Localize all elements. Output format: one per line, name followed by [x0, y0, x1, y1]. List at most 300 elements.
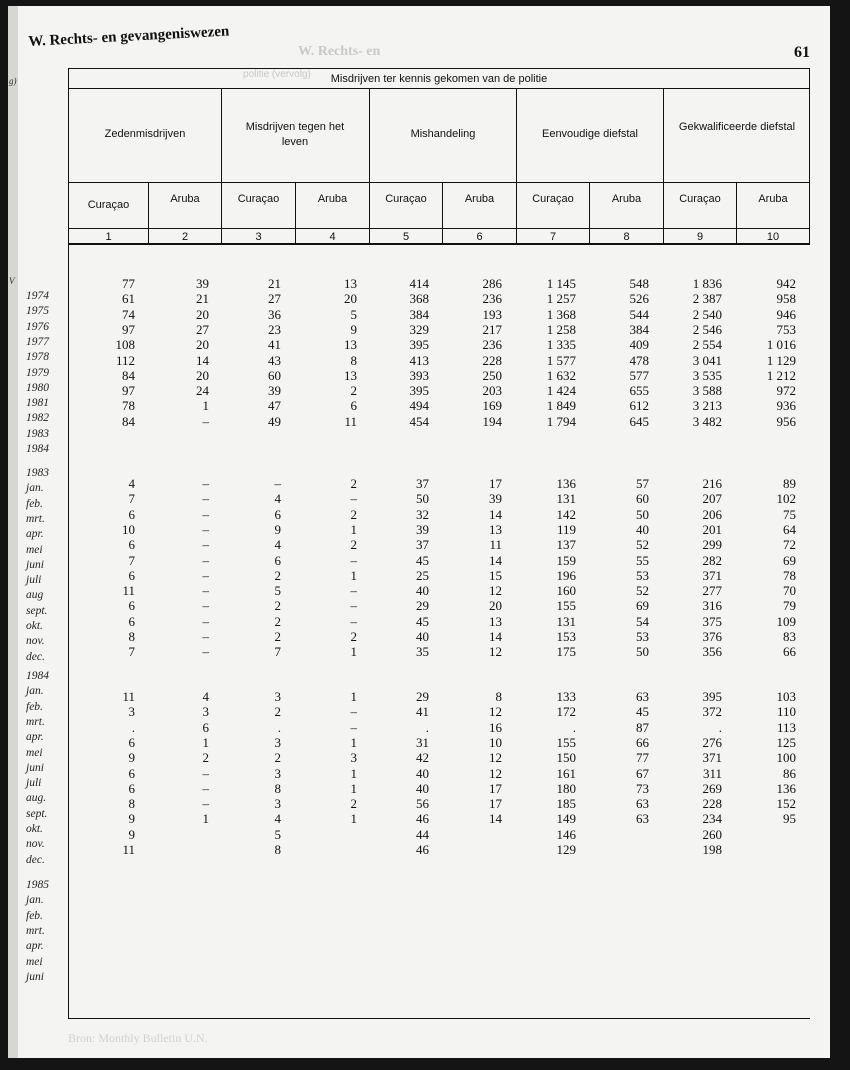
table-cell: 6 — [274, 506, 281, 522]
table-cell: 69 — [783, 552, 796, 568]
table-cell: 56 — [416, 796, 429, 812]
table-cell: 6 — [202, 719, 209, 735]
table-cell: . — [425, 719, 429, 735]
table-cell: 1 849 — [546, 398, 576, 414]
table-cell: 1 145 — [546, 276, 576, 291]
table-cell: 4 — [274, 491, 281, 507]
table-cell: 6 — [350, 398, 357, 414]
column-number: 5 — [402, 231, 410, 243]
table-cell: 9 — [350, 321, 357, 337]
table-cell: 14 — [196, 352, 209, 368]
table-cell: 958 — [776, 291, 796, 307]
table-cell: 409 — [629, 337, 649, 353]
table-cell: 9 — [128, 750, 135, 766]
page-title: W. Rechts- en gevangeniswezen — [28, 23, 230, 50]
sub-header: Aruba — [170, 193, 200, 205]
table-cell: 45 — [416, 613, 429, 629]
table-cell: 136 — [776, 780, 796, 796]
row-label: 1980 — [26, 381, 49, 394]
table-cell: 4 — [274, 811, 281, 827]
table-cell: 2 — [350, 506, 357, 522]
table-cell: 3 — [350, 750, 357, 766]
table-cell: 63 — [636, 811, 649, 827]
table-cell: 2 540 — [692, 306, 722, 322]
table-cell: 282 — [702, 552, 722, 568]
table-cell: 544 — [629, 306, 649, 322]
table-cell: 286 — [482, 276, 502, 291]
table-cell: – — [350, 491, 357, 507]
table-cell: 10 — [489, 734, 502, 750]
table-cell: 112 — [115, 352, 135, 368]
table-cell: 236 — [482, 337, 502, 353]
table-cell: 193 — [482, 306, 502, 322]
table-cell: 36 — [268, 306, 281, 322]
table-cell: 37 — [416, 537, 429, 553]
row-label: 1984 — [26, 443, 49, 455]
table-cell: 1 212 — [766, 367, 796, 383]
table-cell: 97 — [122, 383, 135, 399]
table-cell: – — [202, 598, 209, 614]
table-cell: 655 — [629, 383, 649, 399]
table-cell: 49 — [268, 413, 281, 429]
table-cell: – — [350, 583, 357, 599]
table-cell: – — [202, 644, 209, 660]
table-cell: 89 — [783, 476, 796, 491]
table-right-rule — [809, 68, 810, 243]
group-header: Misdrijven tegen het leven — [245, 121, 345, 148]
table-cell: 131 — [556, 613, 576, 629]
table-cell: – — [202, 506, 209, 522]
column-number: 4 — [329, 231, 336, 243]
table-cell: 17 — [489, 476, 502, 491]
table-cell: 14 — [489, 506, 502, 522]
table-cell: 161 — [556, 765, 576, 781]
table-cell: 395 — [702, 689, 722, 704]
table-cell: 155 — [556, 598, 576, 614]
table-cell: 612 — [629, 398, 649, 414]
table-cell: 23 — [268, 321, 281, 337]
table-cell: – — [202, 780, 209, 796]
column-number: 7 — [549, 231, 557, 243]
table-cell: 29 — [416, 689, 429, 704]
table-cell: – — [202, 521, 209, 537]
table-cell: 12 — [489, 644, 502, 660]
table-cell: 384 — [409, 306, 429, 322]
row-label: 1983 — [26, 427, 49, 440]
table-cell: 40 — [416, 629, 429, 644]
table-cell: 6 — [128, 765, 135, 781]
table-cell: 17 — [489, 796, 502, 812]
row-label: 1982 — [26, 412, 49, 425]
row-label: jan. — [26, 894, 44, 907]
table-cell: 371 — [702, 750, 722, 766]
table-cell: 67 — [636, 765, 649, 781]
table-cell: 16 — [489, 719, 502, 735]
table-cell: – — [202, 413, 209, 429]
table-cell: 180 — [556, 780, 576, 796]
table-cell: 12 — [489, 583, 502, 599]
table-cell: 77 — [122, 276, 135, 291]
table-cell: 956 — [776, 413, 796, 429]
table-bottom-rule — [68, 1018, 810, 1019]
table-cell: 20 — [489, 598, 502, 614]
table-cell: 8 — [495, 689, 502, 704]
row-label: juni — [26, 761, 44, 774]
table-cell: 64 — [783, 521, 796, 537]
row-label: 1984 — [26, 670, 49, 682]
column-number: 1 — [105, 231, 112, 243]
table-cell: 9 — [274, 521, 281, 537]
row-label: okt. — [26, 823, 43, 835]
table-cell: 27 — [196, 321, 209, 337]
table-cell: 86 — [783, 765, 796, 781]
table-cell: – — [202, 537, 209, 553]
table-cell: 6 — [128, 506, 135, 522]
table-cell: 31 — [416, 734, 429, 750]
table-cell: 1 — [350, 644, 357, 660]
table-cell: 1 — [202, 811, 209, 827]
table-cell: 1 632 — [546, 367, 576, 383]
table-cell: 7 — [128, 491, 135, 507]
table-cell: – — [202, 629, 209, 644]
table-cell: 53 — [636, 567, 649, 583]
table-cell: 2 — [274, 629, 281, 644]
table-cell: 46 — [416, 842, 429, 857]
table-cell: 103 — [776, 689, 796, 704]
table-cell: 9 — [128, 811, 135, 827]
table-cell: 260 — [702, 826, 722, 842]
row-label: 1983 — [26, 467, 49, 479]
column-number: 3 — [255, 231, 262, 243]
group-header: Gekwalificeerde diefstal — [678, 121, 796, 133]
table-cell: 69 — [636, 598, 649, 614]
group-header: Mishandeling — [410, 128, 476, 140]
table-cell: 250 — [482, 367, 502, 383]
table-cell: 20 — [344, 291, 357, 307]
sub-header: Aruba — [758, 193, 788, 205]
table-cell: 109 — [776, 613, 796, 629]
table-cell: 316 — [702, 598, 722, 614]
table-cell: – — [350, 719, 357, 735]
table-cell: 6 — [128, 613, 135, 629]
row-label: 1981 — [26, 397, 49, 410]
table-cell: 32 — [416, 506, 429, 522]
table-cell: 1 016 — [766, 337, 796, 353]
row-label: apr. — [26, 731, 44, 744]
edge-mark: g) — [9, 76, 17, 86]
table-cell: 50 — [636, 644, 649, 660]
table-cell: 17 — [489, 780, 502, 796]
table-cell: 153 — [556, 629, 576, 644]
row-label: juni — [26, 970, 44, 983]
row-label: dec. — [26, 853, 45, 866]
table-cell: 7 — [128, 552, 135, 568]
table-cell: 1 794 — [546, 413, 576, 429]
table-cell: 395 — [409, 337, 429, 353]
table-cell: 77 — [636, 750, 649, 766]
row-label: 1975 — [26, 305, 49, 318]
row-label: 1979 — [26, 366, 49, 379]
table-cell: 29 — [416, 598, 429, 614]
table-cell: 11 — [122, 842, 135, 857]
table-cell: 217 — [482, 321, 502, 337]
table-cell: 1 — [350, 734, 357, 750]
row-label: aug. — [26, 792, 47, 805]
table-cell: 66 — [636, 734, 649, 750]
table-cell: 2 — [350, 476, 357, 491]
table-cell: 142 — [556, 506, 576, 522]
table-cell: 2 — [274, 704, 281, 720]
table-cell: 413 — [409, 352, 429, 368]
table-cell: 3 — [274, 689, 281, 704]
table-cell: 4 — [274, 537, 281, 553]
table-cell: 1 257 — [546, 291, 576, 307]
table-cell: 3 — [202, 704, 209, 720]
edge-mark: V — [9, 276, 15, 286]
table-cell: – — [202, 491, 209, 507]
table-cell: 14 — [489, 629, 502, 644]
table-cell: 1 — [350, 521, 357, 537]
table-cell: 63 — [636, 796, 649, 812]
group-header-rule — [68, 182, 810, 183]
table-cell: 384 — [629, 321, 649, 337]
table-cell: 942 — [776, 276, 796, 291]
table-cell: 84 — [122, 413, 135, 429]
table-cell: 2 546 — [692, 321, 722, 337]
table-cell: 175 — [556, 644, 576, 660]
super-header-rule — [68, 88, 810, 89]
row-label: sept. — [26, 604, 48, 617]
table-cell: 13 — [344, 337, 357, 353]
row-label: juli — [26, 574, 42, 587]
table-cell: 201 — [702, 521, 722, 537]
table-cell: 1 129 — [766, 352, 796, 368]
table-cell: 3 041 — [692, 352, 722, 368]
table-cell: 15 — [489, 567, 502, 583]
table-cell: 6 — [128, 734, 135, 750]
table-cell: 72 — [783, 537, 796, 553]
row-label: mei — [26, 746, 43, 759]
table-cell: 155 — [556, 734, 576, 750]
table-cell: 2 387 — [692, 291, 722, 307]
table-cell: 3 — [128, 704, 135, 720]
table-cell: 78 — [122, 398, 135, 414]
table-cell: 2 — [350, 537, 357, 553]
row-label: juli — [26, 777, 42, 790]
row-label: nov. — [26, 838, 45, 851]
table-cell: 39 — [489, 491, 502, 507]
row-label: 1978 — [26, 351, 49, 364]
table-cell: 478 — [629, 352, 649, 368]
table-cell: 6 — [128, 598, 135, 614]
table-cell: 40 — [416, 765, 429, 781]
table-cell: 277 — [702, 583, 722, 599]
table-cell: 375 — [702, 613, 722, 629]
table-cell: 53 — [636, 629, 649, 644]
table-cell: 27 — [268, 291, 281, 307]
table-cell: 113 — [776, 719, 796, 735]
table-cell: 936 — [776, 398, 796, 414]
table-cell: 972 — [776, 383, 796, 399]
table-cell: 577 — [629, 367, 649, 383]
table-cell: 131 — [556, 491, 576, 507]
table-cell: 11 — [344, 413, 357, 429]
table-cell: 21 — [196, 291, 209, 307]
table-cell: 79 — [783, 598, 796, 614]
table-cell: – — [350, 613, 357, 629]
row-label: dec. — [26, 650, 45, 663]
table-cell: 1 — [202, 734, 209, 750]
table-cell: 7 — [274, 644, 281, 660]
table-cell: 198 — [702, 842, 722, 857]
sub-header-rule — [68, 228, 810, 229]
table-cell: 2 — [274, 750, 281, 766]
group-divider — [369, 88, 370, 243]
table-cell: 234 — [702, 811, 722, 827]
table-cell: 39 — [196, 276, 209, 291]
row-label: jan. — [26, 685, 44, 698]
table-cell: 40 — [416, 583, 429, 599]
table-cell: 207 — [702, 491, 722, 507]
row-label: mrt. — [26, 512, 45, 525]
table-cell: 276 — [702, 734, 722, 750]
table-cell: – — [202, 765, 209, 781]
table-cell: 645 — [629, 413, 649, 429]
sub-header: Curaçao — [385, 193, 427, 205]
column-number-rule — [68, 243, 810, 245]
table-cell: 6 — [274, 552, 281, 568]
table-cell: 2 — [350, 796, 357, 812]
super-header: Misdrijven ter kennis gekomen van de politie — [330, 73, 548, 85]
table-cell: 52 — [636, 583, 649, 599]
bleed-through-subtitle: politie (vervolg) — [243, 69, 311, 80]
table-cell: 39 — [416, 521, 429, 537]
table-cell: 1 258 — [546, 321, 576, 337]
column-number: 9 — [696, 231, 704, 243]
table-cell: 25 — [416, 567, 429, 583]
table-cell: 146 — [556, 826, 576, 842]
table-cell: 46 — [416, 811, 429, 827]
table-cell: 20 — [196, 337, 209, 353]
table-cell: 45 — [416, 552, 429, 568]
row-label: 1985 — [26, 879, 49, 891]
column-number: 2 — [181, 231, 189, 243]
table-cell: 35 — [416, 644, 429, 660]
table-cell: 172 — [556, 704, 576, 720]
table-cell: 129 — [556, 842, 576, 857]
page-number: 61 — [794, 44, 810, 61]
bleed-through-footer: Bron: Monthly Bulletin U.N. — [68, 1031, 208, 1045]
table-cell: – — [202, 613, 209, 629]
row-label: apr. — [26, 528, 44, 541]
table-cell: 9 — [128, 826, 135, 842]
table-cell: 3 — [274, 765, 281, 781]
sub-header: Curaçao — [532, 193, 574, 205]
table-cell: 6 — [128, 537, 135, 553]
column-number: 8 — [623, 231, 630, 243]
column-number: 10 — [766, 231, 780, 243]
table-cell: 2 — [350, 629, 357, 644]
table-cell: 169 — [482, 398, 502, 414]
table-cell: 63 — [636, 689, 649, 704]
table-cell: 3 482 — [692, 413, 722, 429]
table-cell: 37 — [416, 476, 429, 491]
sub-header: Curaçao — [237, 193, 280, 205]
table-cell: 494 — [409, 398, 429, 414]
row-label: feb. — [26, 909, 43, 922]
row-label: feb. — [26, 700, 43, 713]
table-cell: 70 — [783, 583, 796, 599]
table-cell: 75 — [783, 506, 796, 522]
table-cell: . — [572, 719, 576, 735]
table-cell: 54 — [636, 613, 649, 629]
row-label: apr. — [26, 940, 44, 953]
table-cell: 14 — [489, 811, 502, 827]
table-cell: 20 — [196, 306, 209, 322]
table-cell: – — [350, 704, 357, 720]
table-cell: 1 836 — [692, 276, 722, 291]
table-cell: 12 — [489, 750, 502, 766]
table-cell: 12 — [489, 704, 502, 720]
group-divider — [663, 88, 664, 243]
table-cell: 1 — [350, 811, 357, 827]
table-cell: 3 588 — [692, 383, 722, 399]
row-label: mrt. — [26, 924, 45, 937]
table-cell: 160 — [556, 583, 576, 599]
table-cell: 1 368 — [546, 306, 576, 322]
table-cell: 40 — [416, 780, 429, 796]
table-top-rule — [68, 68, 810, 69]
table-cell: 2 554 — [692, 337, 722, 353]
table-cell: 1 — [350, 567, 357, 583]
table-cell: 42 — [416, 750, 429, 766]
table-cell: 39 — [268, 383, 281, 399]
table-cell: 13 — [489, 521, 502, 537]
table-cell: – — [202, 476, 209, 491]
table-cell: 108 — [115, 337, 135, 353]
table-cell: 8 — [128, 629, 135, 644]
group-divider — [221, 88, 222, 243]
table-cell: 152 — [776, 796, 796, 812]
table-cell: 24 — [196, 383, 209, 399]
table-cell: 43 — [268, 352, 281, 368]
table-cell: 228 — [482, 352, 502, 368]
table-cell: 414 — [409, 276, 429, 291]
table-cell: 8 — [350, 352, 357, 368]
table-cell: 2 — [274, 613, 281, 629]
table-cell: – — [274, 476, 281, 491]
table-cell: 60 — [636, 491, 649, 507]
row-label: aug — [26, 589, 44, 602]
table-cell: – — [202, 552, 209, 568]
table-cell: 11 — [122, 583, 135, 599]
table-cell: 61 — [122, 291, 135, 307]
table-cell: 40 — [636, 521, 649, 537]
row-label: sept. — [26, 807, 48, 820]
row-label: feb. — [26, 497, 43, 510]
table-cell: – — [350, 552, 357, 568]
sub-header: Curaçao — [679, 193, 721, 205]
table-cell: 11 — [122, 689, 135, 704]
table-cell: 8 — [274, 842, 281, 857]
table-cell: 136 — [556, 476, 576, 491]
table-cell: 216 — [702, 476, 722, 491]
table-cell: 3 — [274, 734, 281, 750]
sub-header: Aruba — [611, 193, 642, 205]
table-cell: 119 — [556, 521, 576, 537]
row-label: mei — [26, 543, 43, 556]
row-label: mrt. — [26, 715, 45, 728]
